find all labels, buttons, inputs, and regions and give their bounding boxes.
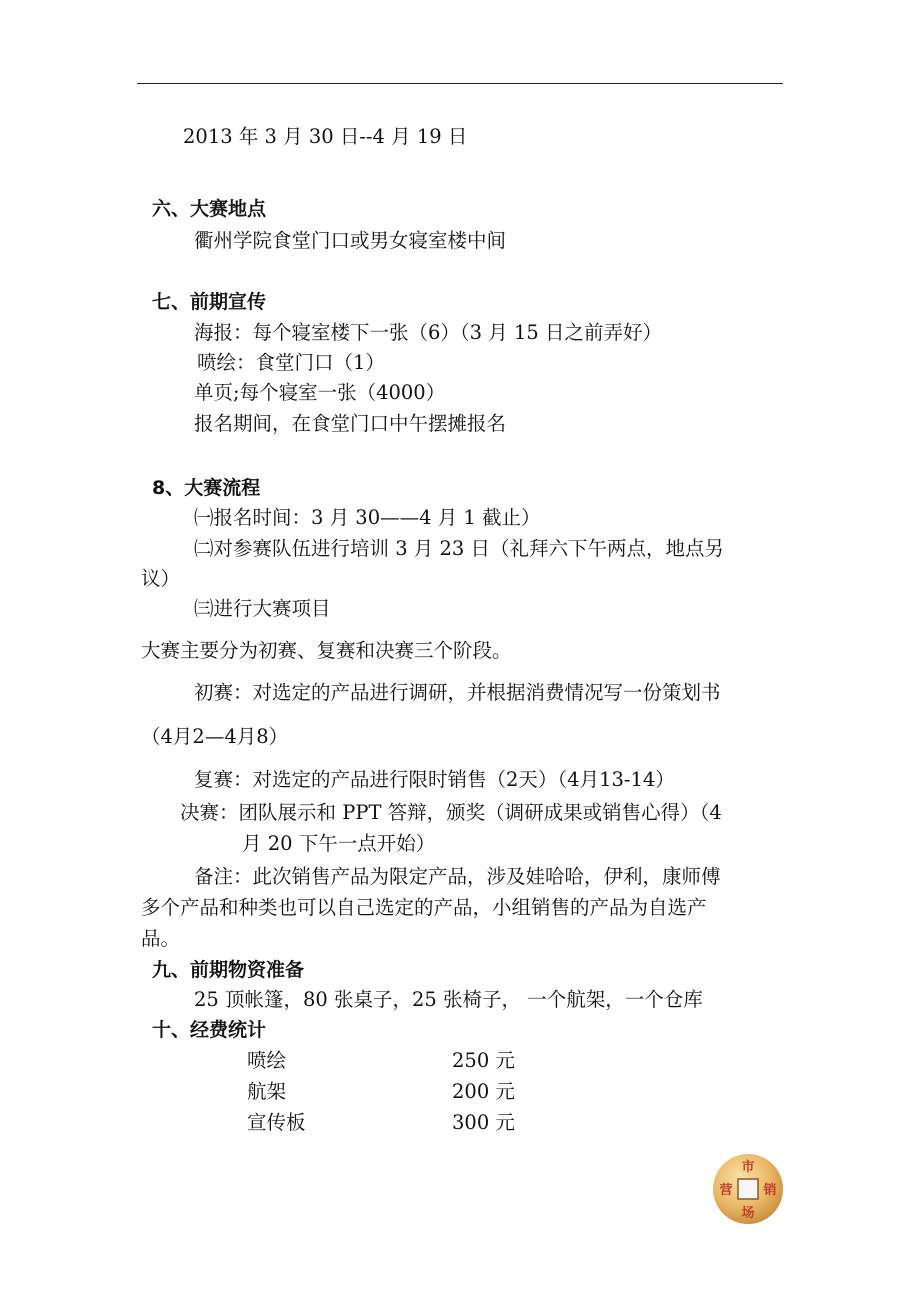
section9-text: 25 顶帐篷，80 张桌子，25 张椅子， 一个航架，一个仓库 xyxy=(194,988,703,1011)
seal-char-right: 销 xyxy=(763,1183,777,1198)
cost-amount: 300 元 xyxy=(452,1111,515,1134)
seal-char-bottom: 场 xyxy=(741,1206,755,1221)
section8-intro: 大赛主要分为初赛、复赛和决赛三个阶段。 xyxy=(141,639,512,662)
cost-item: 喷绘 xyxy=(247,1049,287,1072)
prelim-dates: （4月2—4月8） xyxy=(141,725,289,748)
section7-item: 报名期间，在食堂门口中午摆摊报名 xyxy=(194,412,507,435)
note-text-cont: 多个产品和种类也可以自己选定的产品，小组销售的产品为自选产 xyxy=(141,896,707,919)
cost-item: 航架 xyxy=(247,1080,287,1103)
date-range: 2013 年 3 月 30 日--4 月 19 日 xyxy=(183,125,468,148)
final-text-cont: 月 20 下午一点开始） xyxy=(242,832,436,855)
section9-heading: 九、前期物资准备 xyxy=(152,959,305,981)
prelim-text: 初赛：对选定的产品进行调研，并根据消费情况写一份策划书 xyxy=(194,681,721,704)
section8-step3: ㈢进行大赛项目 xyxy=(194,597,331,620)
section7-item: 单页;每个寝室一张（4000） xyxy=(194,381,446,404)
section8-step2-cont: 议） xyxy=(141,567,181,590)
final-text: 决赛：团队展示和 PPT 答辩，颁奖（调研成果或销售心得）（4 xyxy=(180,801,722,824)
section7-heading: 七、前期宣传 xyxy=(152,291,267,313)
section6-heading: 六、大赛地点 xyxy=(152,198,267,220)
note-text: 备注：此次销售产品为限定产品，涉及娃哈哈，伊利，康师傅 xyxy=(194,865,721,888)
note-text-end: 品。 xyxy=(141,927,181,950)
section6-text: 衢州学院食堂门口或男女寝室楼中间 xyxy=(194,229,507,252)
section8-step1: ㈠报名时间：3 月 30——4 月 1 截止） xyxy=(194,506,541,529)
seal-char-left: 营 xyxy=(719,1183,733,1198)
cost-amount: 200 元 xyxy=(452,1080,515,1103)
semi-text: 复赛：对选定的产品进行限时销售（2天）（4月13-14） xyxy=(194,768,675,791)
header-rule xyxy=(137,83,783,84)
section7-item: 海报：每个寝室楼下一张（6）（3 月 15 日之前弄好） xyxy=(194,321,662,344)
seal-char-top: 市 xyxy=(741,1160,755,1175)
section8-step2: ㈡对参赛队伍进行培训 3 月 23 日（礼拜六下午两点，地点另 xyxy=(194,537,725,560)
cost-item: 宣传板 xyxy=(247,1111,306,1134)
marketing-seal-logo xyxy=(712,1153,784,1225)
section8-heading: 8、大赛流程 xyxy=(152,477,261,499)
section7-item: 喷绘：食堂门口（1） xyxy=(197,351,385,374)
cost-amount: 250 元 xyxy=(452,1049,515,1072)
section10-heading: 十、经费统计 xyxy=(152,1019,267,1041)
seal-square-hole-icon xyxy=(738,1179,758,1199)
